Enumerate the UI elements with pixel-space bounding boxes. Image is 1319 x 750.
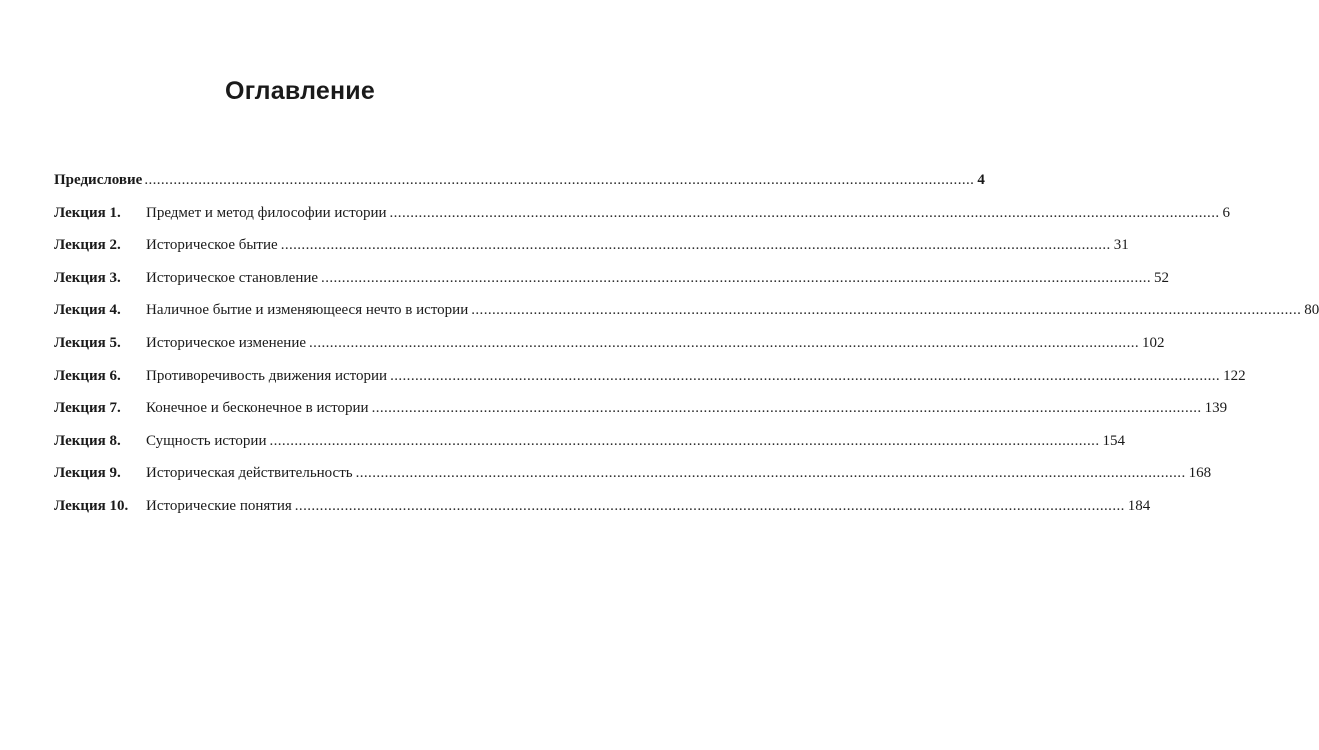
toc-entry-label: Лекция 8. bbox=[54, 432, 121, 449]
table-of-contents bbox=[54, 171, 1319, 530]
toc-entry-lecture-5[interactable] bbox=[54, 334, 1165, 367]
dot-leader: ........................................................................................................................................................................................................ bbox=[294, 497, 1125, 514]
toc-entry-title: Исторические понятия bbox=[146, 497, 292, 514]
toc-entry-lecture-10[interactable] bbox=[54, 497, 1151, 530]
toc-entry-label: Лекция 2. bbox=[54, 237, 121, 254]
toc-entry-page: 4 bbox=[977, 172, 985, 188]
toc-entry-lecture-1[interactable] bbox=[54, 204, 1230, 237]
toc-entry-title: Наличное бытие и изменяющееся нечто в истории bbox=[146, 302, 469, 319]
toc-entry-title: Историческое становление bbox=[146, 269, 319, 286]
toc-entry-page: 52 bbox=[1154, 269, 1170, 286]
toc-entry-lecture-9[interactable] bbox=[54, 464, 1212, 497]
toc-entry-lecture-7[interactable] bbox=[54, 399, 1228, 432]
toc-entry-page: 6 bbox=[1222, 204, 1230, 221]
toc-entry-label: Лекция 1. bbox=[54, 204, 121, 221]
toc-entry-label: Лекция 6. bbox=[54, 367, 121, 384]
toc-entry-page: 102 bbox=[1142, 334, 1165, 351]
dot-leader: ........................................................................................................................................................................................................ bbox=[321, 269, 1152, 286]
dot-leader: ........................................................................................................................................................................................................ bbox=[389, 204, 1220, 221]
toc-entry-preface[interactable] bbox=[54, 171, 985, 204]
toc-entry-lecture-2[interactable] bbox=[54, 236, 1129, 269]
toc-entry-title: Конечное и бесконечное в истории bbox=[146, 400, 369, 417]
dot-leader: ........................................................................................................................................................................................................ bbox=[144, 172, 975, 188]
toc-entry-title: Противоречивость движения истории bbox=[146, 367, 388, 384]
dot-leader: ........................................................................................................................................................................................................ bbox=[280, 237, 1111, 254]
toc-entry-title: Сущность истории bbox=[146, 432, 267, 449]
toc-entry-lecture-4[interactable] bbox=[54, 301, 1319, 334]
dot-leader: ........................................................................................................................................................................................................ bbox=[390, 367, 1221, 384]
toc-entry-label: Лекция 10. bbox=[54, 497, 129, 514]
dot-leader: ........................................................................................................................................................................................................ bbox=[371, 400, 1202, 417]
toc-entry-page: 184 bbox=[1127, 497, 1151, 514]
toc-entry-title: Историческое бытие bbox=[146, 237, 278, 254]
dot-leader: ........................................................................................................................................................................................................ bbox=[471, 302, 1302, 319]
toc-entry-page: 168 bbox=[1188, 465, 1212, 482]
toc-entry-title: Предисловие bbox=[54, 172, 143, 188]
toc-entry-label: Лекция 3. bbox=[54, 269, 121, 286]
toc-entry-lecture-3[interactable] bbox=[54, 269, 1170, 302]
toc-entry-label: Лекция 7. bbox=[54, 400, 121, 417]
toc-entry-label: Лекция 4. bbox=[54, 302, 121, 319]
toc-entry-lecture-8[interactable] bbox=[54, 432, 1125, 465]
toc-entry-label: Лекция 5. bbox=[54, 334, 121, 351]
toc-entry-page: 122 bbox=[1223, 367, 1246, 384]
toc-entry-title: Предмет и метод философии истории bbox=[146, 204, 387, 221]
dot-leader: ........................................................................................................................................................................................................ bbox=[309, 334, 1140, 351]
toc-entry-page: 139 bbox=[1204, 400, 1228, 417]
toc-entry-label: Лекция 9. bbox=[54, 465, 121, 482]
toc-entry-page: 80 bbox=[1304, 302, 1319, 319]
dot-leader: ........................................................................................................................................................................................................ bbox=[269, 432, 1100, 449]
toc-entry-page: 154 bbox=[1102, 432, 1125, 449]
toc-entry-title: Историческая действительность bbox=[146, 465, 353, 482]
page-title: Оглавление bbox=[225, 76, 375, 105]
dot-leader: ........................................................................................................................................................................................................ bbox=[355, 465, 1186, 482]
toc-entry-page: 31 bbox=[1113, 237, 1129, 254]
toc-entry-title: Историческое изменение bbox=[146, 334, 307, 351]
toc-entry-lecture-6[interactable] bbox=[54, 367, 1246, 400]
